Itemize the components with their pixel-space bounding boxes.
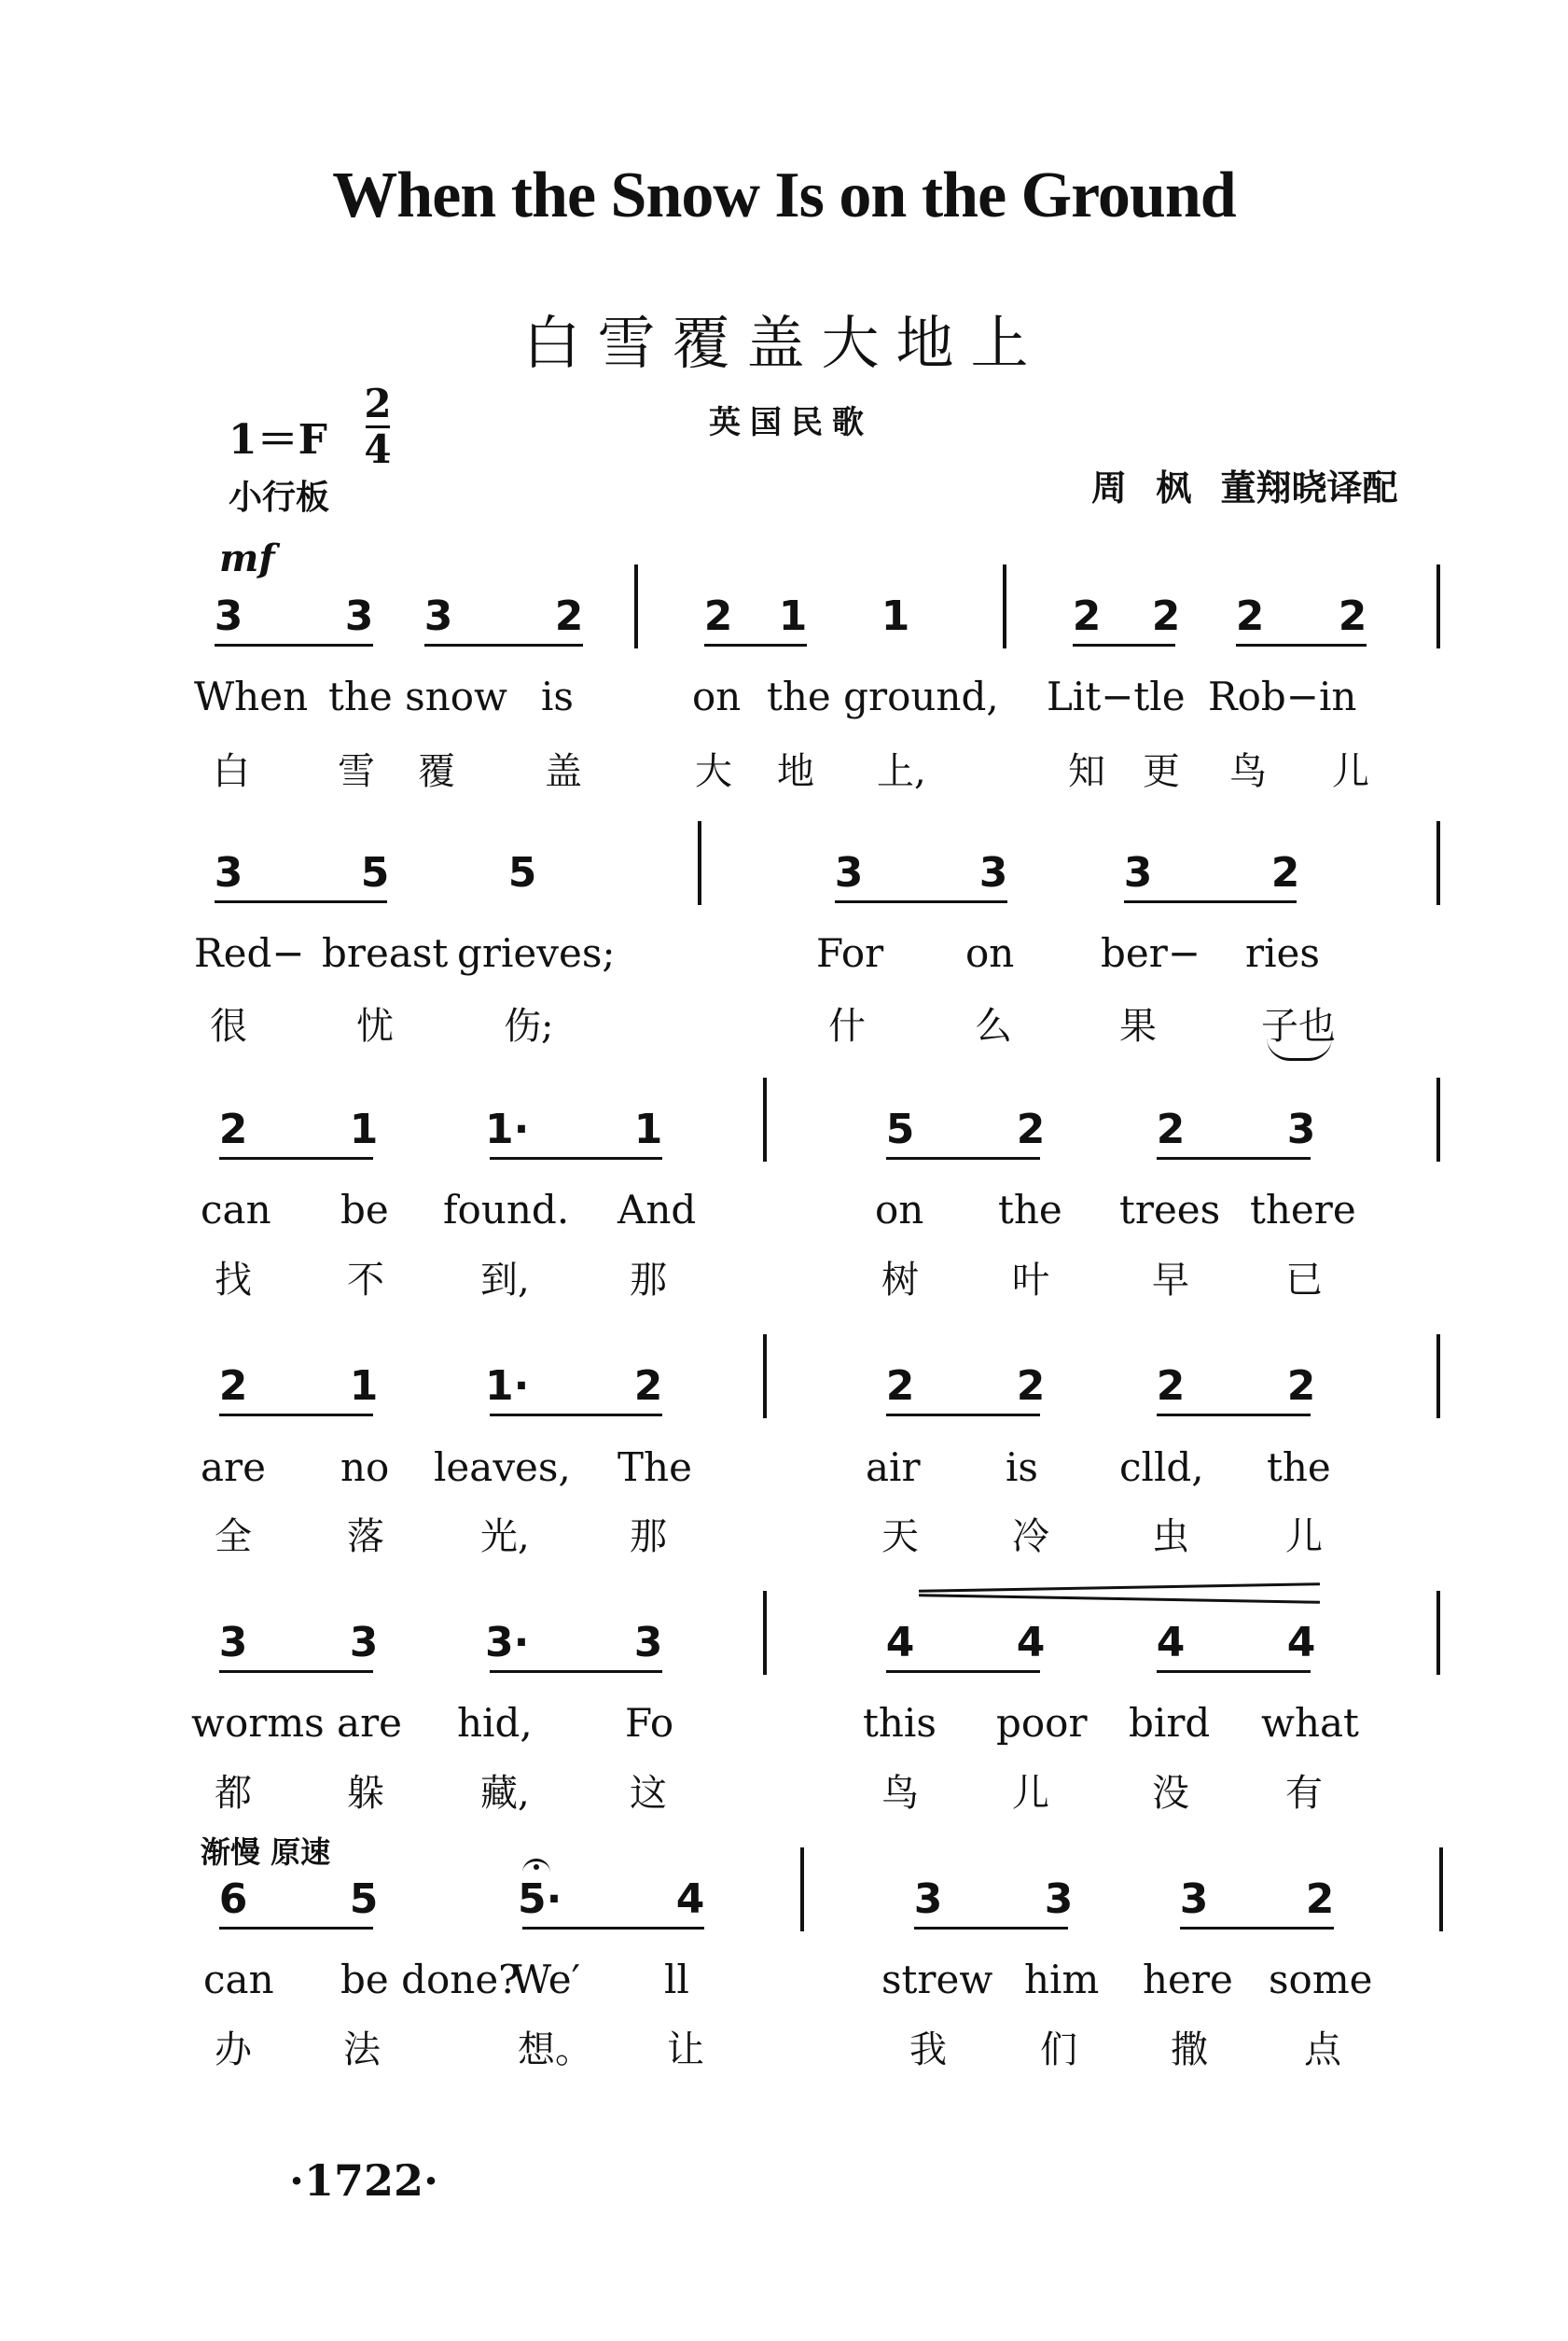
beam (1157, 1670, 1311, 1673)
time-signature-top: 2 (364, 381, 392, 426)
note: 5 (885, 1106, 915, 1153)
lyric-zh: 光, (480, 1515, 530, 1558)
note: 3 (913, 1875, 943, 1923)
lyric-zh: 忧 (356, 1005, 394, 1048)
beam (704, 644, 807, 647)
beam (886, 1414, 1040, 1416)
lyric-en: on (965, 930, 1015, 976)
lyric-zh: 很 (210, 1005, 247, 1048)
barline (1436, 1334, 1440, 1418)
lyric-zh: 全 (215, 1515, 252, 1558)
hairpin-line (919, 1582, 1320, 1593)
note: 2 (1305, 1875, 1335, 1923)
lyric-zh: 什 (828, 1005, 866, 1048)
beam (490, 1670, 662, 1673)
song-origin: 英国民歌 (709, 404, 873, 441)
note: 5 (507, 849, 537, 897)
beam (1124, 900, 1297, 903)
lyric-en: be done? (340, 1957, 520, 2002)
beam (1157, 1157, 1311, 1160)
time-signature-bottom: 4 (364, 426, 392, 472)
lyric-en: no (340, 1444, 390, 1490)
lyric-zh: 没 (1152, 1772, 1189, 1815)
lyric-en: poor (996, 1700, 1088, 1746)
note: 6 (218, 1875, 248, 1923)
lyric-zh: 点 (1304, 2028, 1341, 2071)
lyric-zh: 撒 (1171, 2028, 1208, 2071)
barline (763, 1078, 767, 1162)
note: 3 (633, 1619, 663, 1666)
beam (886, 1157, 1040, 1160)
lyric-zh: 儿 (1285, 1515, 1323, 1558)
note: 3 (214, 849, 243, 897)
barline (1439, 1847, 1443, 1931)
lyric-en: the ground, (767, 674, 999, 719)
lyric-zh: 们 (1040, 2028, 1077, 2071)
beam (914, 1927, 1068, 1930)
barline (1436, 564, 1440, 648)
lyric-zh: 让 (667, 2028, 704, 2071)
note: 2 (218, 1362, 248, 1410)
note: 3 (1044, 1875, 1074, 1923)
lyric-en: here (1143, 1957, 1233, 2002)
dynamic-marking: mf (219, 536, 275, 580)
lyric-zh: 有 (1285, 1772, 1323, 1815)
lyric-zh: 么 (975, 1005, 1012, 1048)
lyric-en: there (1250, 1187, 1356, 1233)
lyric-en: ll (664, 1957, 689, 2002)
note: 2 (1156, 1362, 1186, 1410)
tempo-marking: 小行板 (229, 478, 330, 517)
note: 2 (1016, 1362, 1046, 1410)
beam (215, 644, 373, 647)
note: 1· (485, 1106, 530, 1153)
note: 1· (485, 1362, 530, 1410)
lyric-en: the (998, 1187, 1062, 1233)
note: 2 (703, 592, 733, 640)
time-signature (364, 383, 392, 471)
beam (1236, 644, 1367, 647)
note: 5· (518, 1875, 562, 1923)
lyric-zh: 白 (213, 750, 250, 793)
note: 3 (349, 1619, 379, 1666)
note: 2 (1072, 592, 1102, 640)
lyric-en: ber− (1101, 930, 1201, 976)
note: 4 (1156, 1619, 1186, 1666)
lyric-en: When (194, 674, 309, 719)
lyric-zh: 法 (343, 2028, 381, 2071)
note: 1 (778, 592, 808, 640)
lyric-en: grieves; (457, 930, 616, 976)
lyric-en: the (1267, 1444, 1331, 1490)
beam (1157, 1414, 1311, 1416)
note: 2 (1156, 1106, 1186, 1153)
note: 1 (349, 1106, 379, 1153)
lyric-zh: 冷 (1012, 1515, 1049, 1558)
fermata-icon (522, 1859, 550, 1874)
lyric-en: trees (1119, 1187, 1221, 1233)
note: 1 (349, 1362, 379, 1410)
slur (1267, 1038, 1332, 1061)
lyric-zh: 这 (630, 1772, 667, 1815)
lyric-en: on (692, 674, 742, 719)
note: 5 (349, 1875, 379, 1923)
barline (634, 564, 638, 648)
song-title: When the Snow Is on the Ground (332, 160, 1236, 231)
note: 1 (633, 1106, 663, 1153)
note: 2 (633, 1362, 663, 1410)
lyric-zh: 天 (881, 1515, 919, 1558)
lyric-zh: 伤; (504, 1005, 554, 1048)
beam (219, 1414, 373, 1416)
note: 2 (1270, 849, 1300, 897)
ritardando-marking: 渐慢 原速 (201, 1834, 331, 1870)
beam (219, 1157, 373, 1160)
note: 2 (1338, 592, 1367, 640)
lyric-en: We′ (511, 1957, 581, 2002)
lyric-en: the snow (328, 674, 507, 719)
barline (1436, 1078, 1440, 1162)
barline (1003, 564, 1006, 648)
barline (763, 1334, 767, 1418)
lyric-zh: 早 (1152, 1259, 1189, 1302)
lyric-en: is (541, 674, 574, 719)
note: 3 (1179, 1875, 1209, 1923)
lyric-en: strew (881, 1957, 993, 2002)
beam (215, 900, 387, 903)
lyric-zh: 到, (480, 1259, 530, 1302)
lyric-zh: 找 (215, 1259, 252, 1302)
lyric-zh: 儿 (1332, 750, 1369, 793)
lyric-en: worms are (191, 1700, 403, 1746)
lyric-en: breast (322, 930, 449, 976)
beam (886, 1670, 1040, 1673)
lyric-zh: 树 (881, 1259, 919, 1302)
lyric-en: this (863, 1700, 937, 1746)
beam (835, 900, 1007, 903)
beam (219, 1927, 373, 1930)
note: 2 (885, 1362, 915, 1410)
lyric-zh: 不 (347, 1259, 384, 1302)
note: 1 (881, 592, 910, 640)
note: 2 (1016, 1106, 1046, 1153)
note: 3 (218, 1619, 248, 1666)
note: 3 (1286, 1106, 1316, 1153)
lyric-zh: 上, (877, 750, 926, 793)
lyric-en: air (866, 1444, 921, 1490)
barline (763, 1591, 767, 1675)
lyric-en: is (1006, 1444, 1038, 1490)
lyric-zh: 鸟 (1229, 750, 1267, 793)
note: 3 (214, 592, 243, 640)
lyric-zh: 我 (909, 2028, 947, 2071)
note: 3· (485, 1619, 530, 1666)
note: 4 (675, 1875, 705, 1923)
beam (490, 1157, 662, 1160)
note: 3 (1123, 849, 1153, 897)
lyric-zh: 更 (1143, 750, 1180, 793)
note: 2 (554, 592, 584, 640)
lyric-en: leaves, (434, 1444, 571, 1490)
lyric-en: found. (443, 1187, 570, 1233)
lyric-en: are (201, 1444, 266, 1490)
note: 3 (344, 592, 374, 640)
lyric-zh: 果 (1119, 1005, 1157, 1048)
lyric-en: ries (1245, 930, 1320, 976)
lyric-en: can (203, 1957, 274, 2002)
lyric-zh: 落 (347, 1515, 384, 1558)
note: 3 (423, 592, 453, 640)
lyric-zh: 叶 (1012, 1259, 1049, 1302)
page-number: ·1722· (289, 2155, 439, 2206)
beam (490, 1414, 662, 1416)
lyric-zh: 儿 (1012, 1772, 1049, 1815)
lyric-zh: 那 (630, 1515, 667, 1558)
barline (1436, 1591, 1440, 1675)
lyric-zh: 知 (1068, 750, 1105, 793)
lyric-zh: 都 (215, 1772, 252, 1815)
lyric-zh: 大 (695, 750, 732, 793)
lyric-zh: 那 (630, 1259, 667, 1302)
lyric-en: clld, (1119, 1444, 1204, 1490)
lyric-zh: 虫 (1152, 1515, 1189, 1558)
lyric-en: be (340, 1187, 389, 1233)
lyric-zh: 藏, (480, 1772, 530, 1815)
lyric-en: Fo (625, 1700, 674, 1746)
lyric-en: on (875, 1187, 924, 1233)
lyric-zh: 已 (1285, 1259, 1323, 1302)
note: 3 (978, 849, 1008, 897)
note: 2 (218, 1106, 248, 1153)
beam (1180, 1927, 1334, 1930)
lyric-en: what (1261, 1700, 1359, 1746)
beam (1073, 644, 1175, 647)
note: 2 (1151, 592, 1181, 640)
translator-credit: 周 枫 董翔晓译配 (1091, 467, 1398, 509)
lyric-en: hid, (457, 1700, 533, 1746)
note: 4 (885, 1619, 915, 1666)
barline (698, 821, 701, 905)
lyric-zh: 子也 (1261, 1005, 1336, 1048)
lyric-zh: 办 (215, 2028, 252, 2071)
note: 2 (1286, 1362, 1316, 1410)
barline (1436, 821, 1440, 905)
lyric-en: For (816, 930, 884, 976)
note: 5 (360, 849, 390, 897)
key-signature: 1＝F (229, 416, 327, 464)
lyric-en: some (1269, 1957, 1373, 2002)
lyric-en: bird (1129, 1700, 1211, 1746)
note: 4 (1016, 1619, 1046, 1666)
lyric-en: Lit−tle (1047, 674, 1186, 719)
note: 2 (1235, 592, 1265, 640)
lyric-zh: 地 (777, 750, 814, 793)
beam (219, 1670, 373, 1673)
lyric-zh: 覆 (418, 750, 455, 793)
lyric-zh: 鸟 (881, 1772, 919, 1815)
lyric-en: Red− (194, 930, 305, 976)
hairpin-line (919, 1594, 1320, 1604)
lyric-zh: 盖 (545, 750, 582, 793)
note: 4 (1286, 1619, 1316, 1666)
note: 3 (834, 849, 864, 897)
lyric-zh: 躲 (347, 1772, 384, 1815)
barline (800, 1847, 804, 1931)
lyric-en: him (1024, 1957, 1100, 2002)
song-subtitle-chinese: 白雪覆盖大地上 (522, 309, 1046, 377)
lyric-en: can (201, 1187, 271, 1233)
lyric-zh: 雪 (338, 750, 375, 793)
lyric-en: The (617, 1444, 692, 1490)
beam (522, 1927, 704, 1930)
beam (424, 644, 583, 647)
lyric-en: Rob−in (1208, 674, 1357, 719)
lyric-en: And (617, 1187, 697, 1233)
lyric-zh: 想。 (518, 2028, 592, 2071)
